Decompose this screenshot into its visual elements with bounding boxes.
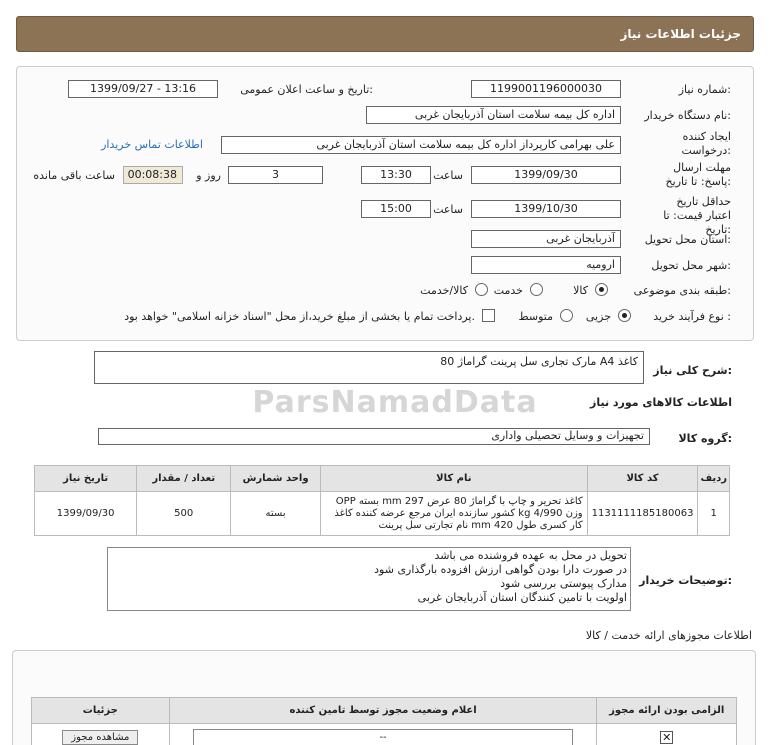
- buyer-contact-link[interactable]: اطلاعات تماس خریدار: [101, 138, 203, 151]
- buyer-notes-box: [107, 547, 631, 611]
- goods-table: [34, 465, 730, 536]
- permits-table-header: [32, 698, 737, 724]
- goods-heading: اطلاعات کالاهای مورد نیاز: [590, 396, 732, 409]
- purchase-option-minor: جزیی: [585, 310, 611, 323]
- group-label: گروه کالا:: [678, 432, 732, 445]
- buyer-note-line: مدارک پیوستی بررسی شود: [500, 577, 627, 590]
- purchase-option-medium: متوسط: [518, 310, 553, 323]
- category-option-service: خدمت: [493, 284, 523, 297]
- province-label: استان محل تحویل:: [644, 233, 731, 246]
- group-field: تجهیزات و وسایل تحصیلی واداری: [98, 428, 650, 445]
- category-option-goods-service: کالا/خدمت: [420, 284, 468, 297]
- need-info-panel: [16, 66, 754, 341]
- permit-status-field: --: [193, 729, 573, 745]
- page-header: [16, 16, 754, 52]
- category-radio-goods-service[interactable]: [475, 283, 488, 296]
- col-row: ردیف: [698, 466, 730, 492]
- permit-required-cell: [597, 724, 737, 745]
- validity-time-label: ساعت: [433, 203, 463, 216]
- announce-label: تاریخ و ساعت اعلان عمومی:: [240, 83, 373, 96]
- permits-table: [31, 697, 737, 745]
- col-permit-status: اعلام وضعیت مجوز توسط تامین کننده: [169, 698, 597, 724]
- purchase-type-label: نوع فرآیند خرید :: [653, 310, 731, 323]
- permits-heading: اطلاعات مجوزهای ارائه خدمت / کالا: [585, 629, 752, 642]
- deadline-time-label: ساعت: [433, 169, 463, 182]
- validity-label: حداقل تاریخ اعتبار قیمت: تا تاریخ:: [663, 195, 731, 236]
- need-number-field: 1199001196000030: [471, 80, 621, 98]
- table-row: [35, 492, 730, 536]
- buyer-notes-label: توضیحات خریدار:: [639, 574, 732, 587]
- city-field: ارومیه: [471, 256, 621, 274]
- buyer-org-label: نام دستگاه خریدار:: [644, 109, 731, 122]
- buyer-note-line: تحویل در محل به عهده فروشنده می باشد: [434, 549, 627, 562]
- col-permit-details: جزئیات: [32, 698, 170, 724]
- creator-field: علی بهرامی کارپرداز اداره کل بیمه سلامت استان آذربایجان غربی: [221, 136, 621, 154]
- cell-date: 1399/09/30: [35, 492, 137, 536]
- goods-table-header: [35, 466, 730, 492]
- summary-label: شرح کلی نیاز:: [653, 364, 732, 377]
- validity-date-field: 1399/10/30: [471, 200, 621, 218]
- need-number-label: شماره نیاز:: [678, 83, 731, 96]
- col-permit-required: الزامی بودن ارائه مجوز: [597, 698, 737, 724]
- cell-code: 1131111185180063: [587, 492, 698, 536]
- buyer-note-line: اولویت با تامین کنندگان استان آذربایجان غربی: [417, 591, 627, 604]
- col-qty: تعداد / مقدار: [137, 466, 231, 492]
- page-title: جزئیات اطلاعات نیاز: [620, 27, 741, 41]
- cell-qty: 500: [137, 492, 231, 536]
- remaining-timer: 00:08:38: [123, 166, 183, 184]
- deadline-time-field: 13:30: [361, 166, 431, 184]
- permit-details-cell: [32, 724, 170, 745]
- col-unit: واحد شمارش: [231, 466, 321, 492]
- purchase-radio-minor[interactable]: [618, 309, 631, 322]
- col-date: تاریخ نیاز: [35, 466, 137, 492]
- col-code: کد کالا: [587, 466, 698, 492]
- treasury-note: پرداخت تمام یا بخشی از مبلغ خرید،از محل "اسناد خزانه اسلامی" خواهد بود.: [124, 310, 475, 323]
- category-label: طبقه بندی موضوعی:: [633, 284, 731, 297]
- permit-row: [32, 724, 737, 745]
- deadline-label: مهلت ارسال پاسخ: تا تاریخ:: [665, 161, 731, 188]
- cell-row: 1: [698, 492, 730, 536]
- permit-status-cell: [169, 724, 597, 745]
- category-radio-service[interactable]: [530, 283, 543, 296]
- buyer-note-line: در صورت دارا بودن گواهی ارزش افزوده بارگذاری شود: [374, 563, 627, 576]
- announce-field: 1399/09/27 - 13:16: [68, 80, 218, 98]
- creator-label: ایجاد کننده درخواست:: [681, 130, 731, 157]
- view-permit-button[interactable]: مشاهده مجوز: [62, 730, 138, 745]
- summary-field: کاغذ A4 مارک تجاری سل پرینت گراماژ 80: [94, 351, 644, 384]
- purchase-radio-medium[interactable]: [560, 309, 573, 322]
- required-checkbox-icon: ✕: [662, 731, 672, 744]
- validity-time-field: 15:00: [361, 200, 431, 218]
- city-label: شهر محل تحویل:: [651, 259, 731, 272]
- cell-name: کاغذ تحریر و چاپ با گراماژ 80 عرض 297 mm بسته OPP وزن 4/990 kg کشور سازنده ایران مرجع عرضه کننده کاغذ کار کسری طول 420 mm نام تجارتی سل پرینت: [320, 492, 587, 536]
- permits-panel: [12, 650, 756, 745]
- col-name: نام کالا: [320, 466, 587, 492]
- cell-unit: بسته: [231, 492, 321, 536]
- buyer-org-field: اداره کل بیمه سلامت استان آذربایجان غربی: [366, 106, 621, 124]
- province-field: آذربایجان غربی: [471, 230, 621, 248]
- remaining-label: ساعت باقی مانده: [33, 169, 115, 182]
- deadline-date-field: 1399/09/30: [471, 166, 621, 184]
- days-label: روز و: [196, 169, 221, 182]
- days-field: 3: [228, 166, 323, 184]
- treasury-checkbox[interactable]: [482, 309, 495, 322]
- category-radio-goods[interactable]: [595, 283, 608, 296]
- watermark: ParsNamadData: [252, 385, 538, 420]
- category-option-goods: کالا: [573, 284, 588, 297]
